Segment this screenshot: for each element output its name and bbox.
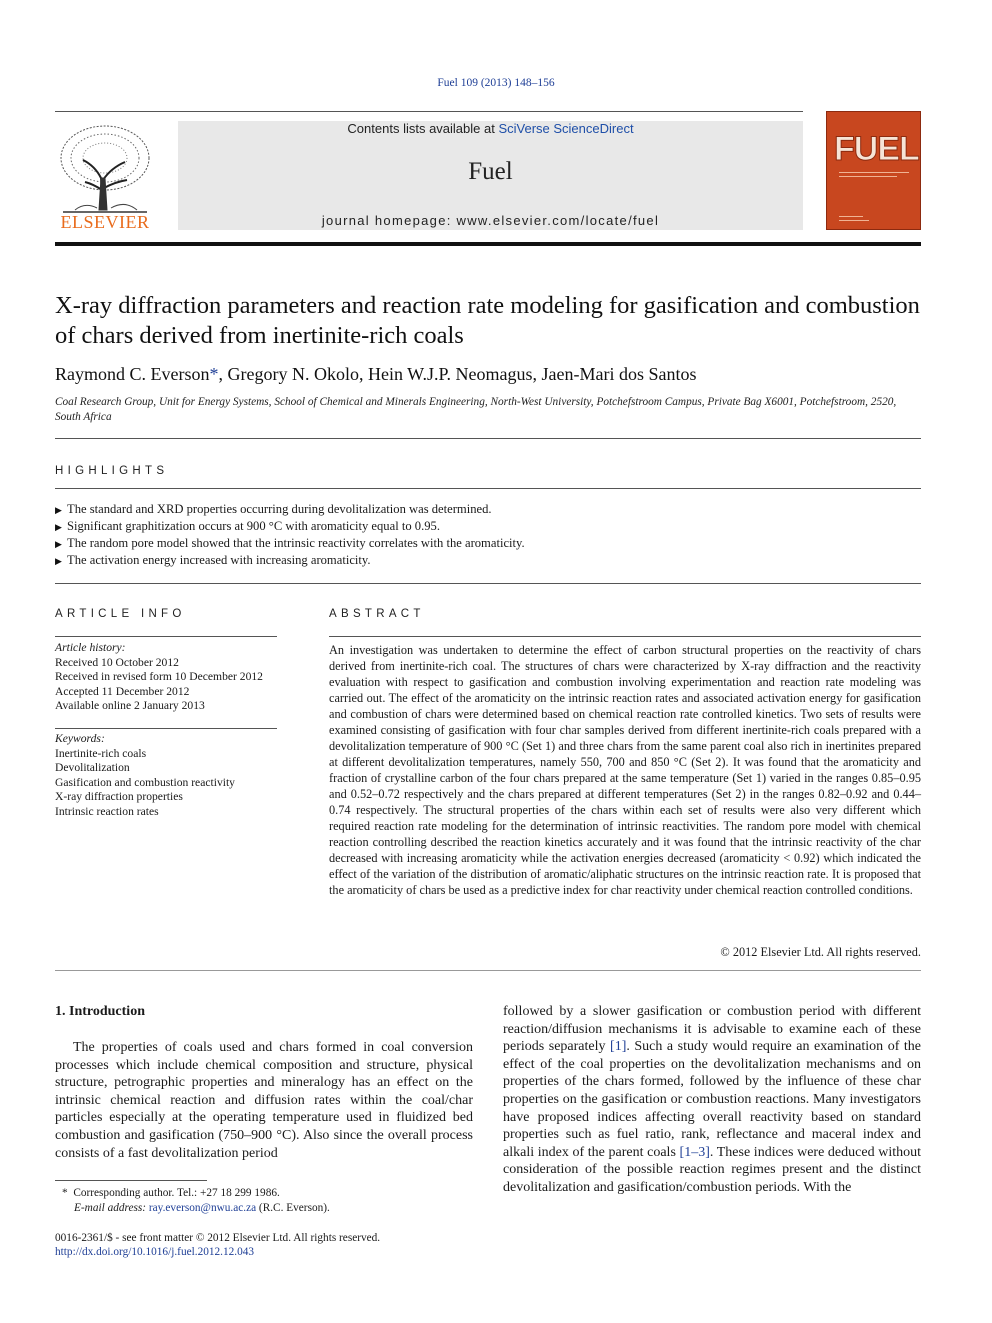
corresponding-author-marker[interactable]: *	[209, 364, 219, 384]
first-author: Raymond C. Everson	[55, 364, 210, 384]
abstract-heading: ABSTRACT	[329, 608, 425, 620]
highlight-text: The random pore model showed that the intrinsic reactivity correlates with the aromaticity.	[67, 536, 525, 550]
header-top-rule	[55, 111, 803, 112]
page-footer	[55, 1231, 473, 1259]
introduction-heading: 1. Introduction	[55, 1004, 145, 1019]
introduction-column-2	[503, 1003, 921, 1197]
highlights-list	[55, 501, 921, 569]
keywords	[55, 732, 277, 819]
divider	[55, 970, 921, 971]
divider	[329, 636, 921, 637]
contents-prefix: Contents lists available at	[347, 121, 499, 136]
highlight-item	[55, 552, 921, 569]
header-bottom-rule	[55, 242, 921, 246]
article-history	[55, 641, 277, 714]
triangle-bullet-icon: ▶	[55, 539, 62, 549]
author-list	[55, 364, 921, 385]
triangle-bullet-icon: ▶	[55, 556, 62, 566]
journal-homepage-link[interactable]: journal homepage: www.elsevier.com/locate/fuel	[321, 213, 660, 228]
footnote	[55, 1186, 473, 1216]
author-affiliation: Coal Research Group, Unit for Energy Systems, School of Chemical and Minerals Engineering, North-West University, Potchefstroom Campus, Private Bag X6001, Potchefstroom, 2520, South Africa	[55, 396, 897, 423]
email-label: E-mail address:	[74, 1202, 149, 1214]
highlight-item	[55, 501, 921, 518]
issn-line: 0016-2361/$ - see front matter © 2012 Elsevier Ltd. All rights reserved.	[55, 1232, 381, 1244]
copyright-notice: © 2012 Elsevier Ltd. All rights reserved.	[720, 945, 921, 959]
divider	[55, 583, 921, 584]
reference-link[interactable]: [1]	[610, 1039, 627, 1055]
divider	[55, 488, 921, 489]
footnote-rule	[55, 1180, 207, 1181]
divider	[55, 438, 921, 439]
history-received: Received 10 October 2012	[55, 655, 179, 669]
other-authors: , Gregory N. Okolo, Hein W.J.P. Neomagus, Jaen-Mari dos Santos	[218, 364, 697, 384]
highlight-text: The standard and XRD properties occurring during devolitalization was determined.	[67, 502, 492, 516]
doi-link[interactable]: http://dx.doi.org/10.1016/j.fuel.2012.12.043	[55, 1246, 255, 1258]
email-link[interactable]: ray.everson@nwu.ac.za	[148, 1202, 257, 1214]
highlight-text: The activation energy increased with increasing aromaticity.	[67, 553, 371, 567]
sciencedirect-link[interactable]: SciVerse ScienceDirect	[498, 121, 634, 136]
journal-cover-image	[826, 111, 921, 230]
keyword-item: Intrinsic reaction rates	[55, 804, 159, 818]
email-note	[55, 1201, 473, 1216]
corresponding-text: Corresponding author. Tel.: +27 18 299 1986.	[73, 1187, 280, 1199]
keyword-item: Inertinite-rich coals	[55, 746, 147, 760]
article-title: X-ray diffraction parameters and reaction rate modeling for gasification and combustion of chars derived from inertinite-rich coals	[55, 292, 920, 349]
history-accepted: Accepted 11 December 2012	[55, 684, 190, 698]
corresponding-author-note	[55, 1186, 473, 1201]
journal-citation[interactable]: Fuel 109 (2013) 148–156	[437, 77, 555, 89]
abstract-text: An investigation was undertaken to determine the effect of carbon structural properties on the reactivity of chars derived from inertinite-rich coal. The structures of chars were characterized by X-ray diffraction and the reactivity evaluation with respect to gasification and combustion involving experimentation and reaction rate modeling was carried out. The effect of the aromaticity on the intrinsic reaction rates and associated activation energy for gasification and combustion of chars were determined based on chemical reaction rate controlled kinetics. Two sets of results were examined consisting of gasification with four char samples derived from different inertinite-rich coals prepared with a devolitalization temperature of 900 °C (Set 1) and three chars from the same parent coal also rich in inertinites prepared at different devolitalization temperatures, namely 550, 700 and 850 °C (Set 2). It was found that the aromaticity and fraction of crystalline carbon of the four chars prepared at the same temperature (Set 1) varied in the ranges 0.85–0.95 and 0.52–0.72 respectively and the chars prepared at different temperatures (Set 2) in the ranges 0.82–0.92 and 0.44–0.74 respectively. The structural properties of the chars within each set of results were also very different which required reaction rate modeling for the determination of intrinsic reactivities. The random pore model with chemical reaction controlling described the reaction kinetics accurately and it was found that the intrinsic reactivity of the char decreased with increasing aromaticity while the activation energies decreased (aromaticity < 0.92) which indicated the effect of the variation of the distribution of aromatic/aliphatic structures on the intrinsic reaction rate. It is proposed that the aromaticity of chars be used as a predictive index for char reactivity under chemical reaction controlled conditions.	[329, 643, 921, 897]
intro-text: followed by a slower gasification or combustion period with different reaction/diffusion mechanisms it is advisable to examine each of these periods separately	[503, 1004, 921, 1055]
highlight-text: Significant graphitization occurs at 900 °C with aromaticity equal to 0.95.	[67, 519, 440, 533]
highlight-item	[55, 518, 921, 535]
email-suffix: (R.C. Everson).	[256, 1202, 330, 1214]
reference-link[interactable]: [1–3]	[679, 1144, 710, 1160]
history-revised: Received in revised form 10 December 2012	[55, 670, 263, 683]
intro-text: . Such a study would require an examination of the effect of the coal properties on the devolitalization mechanisms and on properties of the chars formed, followed by the influence of these char properties on the gasification or combustion reactions. Many investigators have proposed indices affecting overall reactivity based on standard properties such as fuel ratio, rank, reflectance and maceral index and alkali index of the parent coals	[503, 1039, 922, 1160]
keyword-item: X-ray diffraction properties	[55, 790, 183, 803]
footnote-marker: *	[62, 1187, 68, 1199]
history-label: Article history:	[55, 641, 126, 654]
intro-text: . These indices were deduced without consideration of the possible reaction regimes present and the distinct devolitalization and gasification/combustion periods. With the	[503, 1144, 921, 1195]
cover-title: FUEL	[834, 130, 919, 168]
article-info-heading: ARTICLE INFO	[55, 608, 186, 620]
history-online: Available online 2 January 2013	[55, 699, 205, 712]
contents-lists-line	[178, 121, 803, 136]
divider	[55, 636, 277, 637]
triangle-bullet-icon: ▶	[55, 505, 62, 515]
highlight-item	[55, 535, 921, 552]
journal-name: Fuel	[468, 158, 513, 185]
highlights-heading: HIGHLIGHTS	[55, 465, 169, 477]
introduction-column-1: The properties of coals used and chars formed in coal conversion processes which include chemical composition and structure, physical structure, petrographic properties and mineralogy has an effect on the intrinsic chemical reaction and diffusion rates within the coal/char particles especially at the operating temperature used in fluidized bed combustion and gasification (750–900 °C). Also since the overall process consists of a fast devolitalization period	[55, 1040, 473, 1161]
triangle-bullet-icon: ▶	[55, 522, 62, 532]
keywords-label: Keywords:	[55, 732, 105, 745]
elsevier-wordmark: ELSEVIER	[60, 212, 150, 232]
divider	[55, 728, 277, 729]
keyword-item: Gasification and combustion reactivity	[55, 775, 235, 789]
keyword-item: Devolitalization	[55, 761, 130, 774]
